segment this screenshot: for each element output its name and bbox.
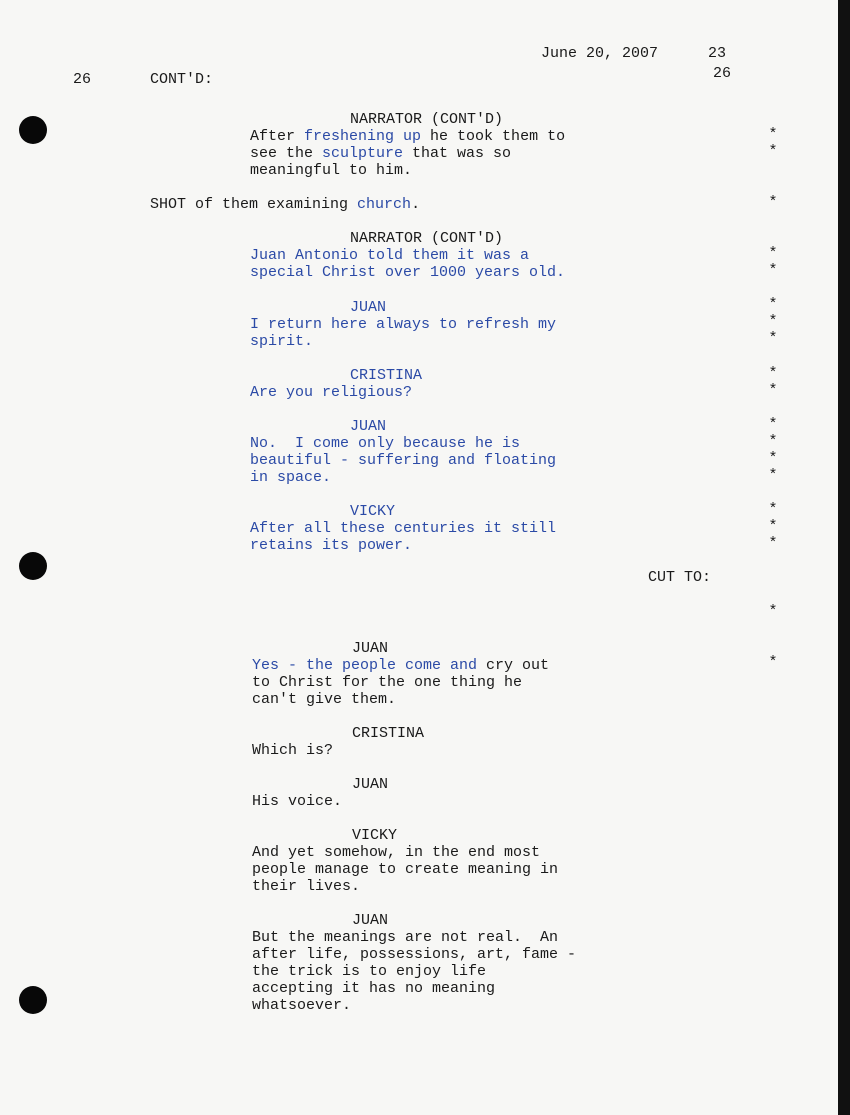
dialogue-line: After freshening up he took them to — [250, 128, 566, 145]
dialogue-line: the trick is to enjoy life — [252, 963, 487, 980]
scene-number: 26 — [73, 71, 92, 88]
revision-mark: * — [768, 433, 778, 450]
dialogue-line: His voice. — [252, 793, 343, 810]
character-name: NARRATOR (CONT'D) — [350, 230, 504, 247]
dialogue-line: No. I come only because he is — [250, 435, 521, 452]
dialogue-line: And yet somehow, in the end most — [252, 844, 541, 861]
action-line: SHOT of them examining church. — [150, 196, 421, 213]
character-name: CRISTINA — [350, 367, 423, 384]
dialogue-line: people manage to create meaning in — [252, 861, 559, 878]
character-name: NARRATOR (CONT'D) — [350, 111, 504, 128]
revision-mark: * — [768, 245, 778, 262]
punch-hole-middle — [19, 552, 47, 580]
revision-date: June 20, 2007 — [541, 45, 659, 62]
revision-mark: * — [768, 262, 778, 279]
character-name: VICKY — [350, 503, 396, 520]
dialogue-line: Which is? — [252, 742, 334, 759]
character-name: JUAN — [352, 776, 389, 793]
revision-mark: * — [768, 382, 778, 399]
character-name: JUAN — [352, 640, 389, 657]
revision-mark: * — [768, 143, 778, 160]
dialogue-line: special Christ over 1000 years old. — [250, 264, 566, 281]
revision-mark: * — [768, 194, 778, 211]
dialogue-line: accepting it has no meaning — [252, 980, 496, 997]
revision-mark: * — [768, 330, 778, 347]
dialogue-line: After all these centuries it still — [250, 520, 557, 537]
punch-hole-top — [19, 116, 47, 144]
dialogue-line: see the sculpture that was so — [250, 145, 512, 162]
revision-mark: * — [768, 416, 778, 433]
character-name: JUAN — [350, 299, 387, 316]
revision-mark: * — [768, 654, 778, 671]
revision-mark: * — [768, 518, 778, 535]
dialogue-line: retains its power. — [250, 537, 413, 554]
continued-label: CONT'D: — [150, 71, 214, 88]
dialogue-line: Yes - the people come and cry out — [252, 657, 550, 674]
dialogue-line: their lives. — [252, 878, 361, 895]
revision-mark: * — [768, 450, 778, 467]
character-name: VICKY — [352, 827, 398, 844]
punch-hole-bottom — [19, 986, 47, 1014]
revision-mark: * — [768, 535, 778, 552]
page-number: 26 — [713, 65, 732, 82]
dialogue-line: to Christ for the one thing he — [252, 674, 523, 691]
dialogue-line: I return here always to refresh my — [250, 316, 557, 333]
dialogue-line: But the meanings are not real. An — [252, 929, 559, 946]
dialogue-line: meaningful to him. — [250, 162, 413, 179]
revision-mark: * — [768, 296, 778, 313]
transition-cut-to: CUT TO: — [648, 569, 712, 586]
dialogue-line: spirit. — [250, 333, 314, 350]
revision-mark: * — [768, 501, 778, 518]
dialogue-line: Are you religious? — [250, 384, 413, 401]
revision-mark: * — [768, 313, 778, 330]
revision-mark: * — [768, 365, 778, 382]
dialogue-line: Juan Antonio told them it was a — [250, 247, 530, 264]
revision-mark: * — [768, 126, 778, 143]
dialogue-line: after life, possessions, art, fame - — [252, 946, 577, 963]
character-name: JUAN — [352, 912, 389, 929]
dialogue-line: can't give them. — [252, 691, 397, 708]
character-name: JUAN — [350, 418, 387, 435]
revision-mark: * — [768, 467, 778, 484]
dialogue-line: beautiful - suffering and floating — [250, 452, 557, 469]
page-number-top: 23 — [708, 45, 727, 62]
scan-edge — [838, 0, 850, 1115]
character-name: CRISTINA — [352, 725, 425, 742]
revision-mark: * — [768, 603, 778, 620]
dialogue-line: whatsoever. — [252, 997, 352, 1014]
dialogue-line: in space. — [250, 469, 332, 486]
